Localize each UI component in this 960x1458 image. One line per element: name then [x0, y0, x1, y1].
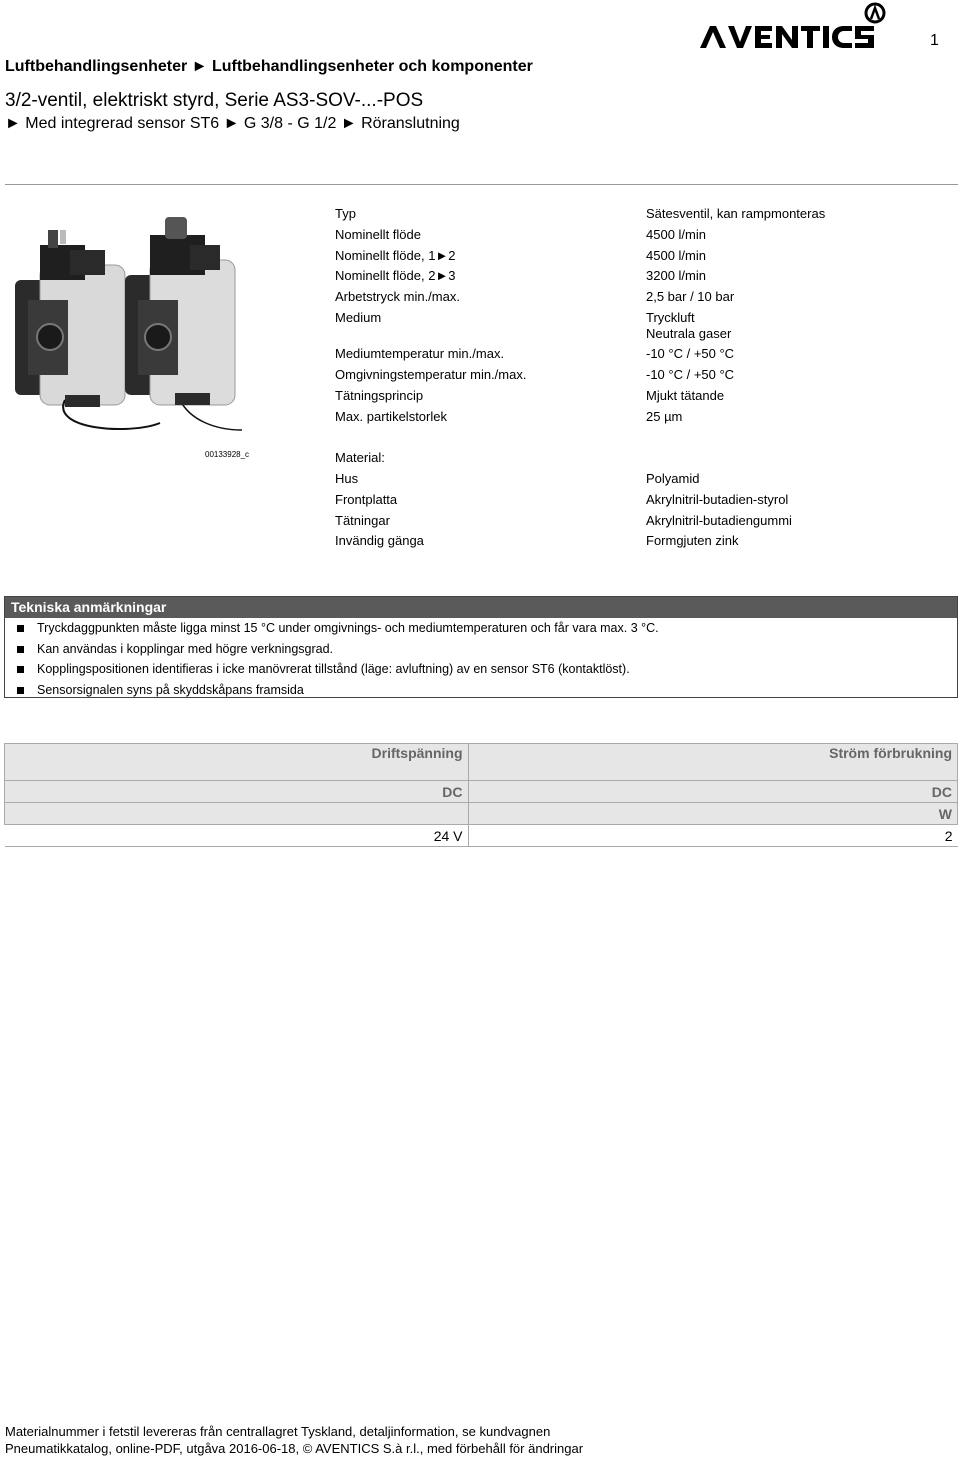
spec-label: Medium	[335, 310, 382, 325]
technical-notes-heading: Tekniska anmärkningar	[5, 597, 957, 618]
material-label: Invändig gänga	[335, 533, 424, 548]
bullet-icon	[17, 646, 24, 653]
spec-value: Sätesventil, kan rampmonteras	[646, 206, 826, 221]
cell-power: 2	[468, 825, 957, 847]
page-number: 1	[930, 32, 939, 49]
unit-power-2: W	[468, 803, 957, 825]
bullet-icon	[17, 625, 24, 632]
spec-value: 4500 l/min	[646, 227, 706, 242]
spec-value: -10 °C / +50 °C	[646, 367, 735, 382]
note-text: Sensorsignalen syns på skyddskåpans framsida	[37, 682, 304, 697]
bullet-icon	[17, 666, 24, 673]
bullet-icon	[17, 687, 24, 694]
table-unit-row	[5, 803, 958, 825]
spec-value: 3200 l/min	[646, 268, 706, 283]
spec-value: 25 µm	[646, 409, 683, 424]
spec-label: Nominellt flöde	[335, 227, 421, 242]
note-text: Kan användas i kopplingar med högre verkningsgrad.	[37, 641, 334, 656]
list-item	[17, 659, 957, 680]
footer-copyright: Pneumatikkatalog, online-PDF, utgåva 2016-06-18, © AVENTICS S.à r.l., med förbehåll för ändringar	[5, 1441, 584, 1456]
material-value: Akrylnitril-butadien-styrol	[646, 492, 789, 507]
material-label: Hus	[335, 471, 359, 486]
material-label: Frontplatta	[335, 492, 398, 507]
cell-voltage: 24 V	[5, 825, 469, 847]
material-value: Formgjuten zink	[646, 533, 739, 548]
material-label: Tätningar	[335, 513, 390, 528]
list-item	[17, 680, 957, 701]
table-header-row	[5, 744, 958, 781]
spec-value: -10 °C / +50 °C	[646, 346, 735, 361]
unit-power: DC	[468, 781, 957, 803]
header-divider	[5, 184, 958, 185]
specification-table	[4, 743, 958, 847]
spec-label: Arbetstryck min./max.	[335, 289, 460, 304]
photo-id: 00133928_c	[205, 450, 250, 459]
technical-notes-list	[5, 618, 957, 700]
product-photo	[10, 205, 245, 445]
unit-voltage: DC	[5, 781, 469, 803]
spec-label: Mediumtemperatur min./max.	[335, 346, 505, 361]
page-subtitle: ► Med integrerad sensor ST6 ► G 3/8 - G 1/2 ► Röranslutning	[5, 115, 460, 132]
col-header-power: Ström förbrukning	[468, 744, 957, 781]
material-value: Akrylnitril-butadiengummi	[646, 513, 792, 528]
spec-label: Omgivningstemperatur min./max.	[335, 367, 527, 382]
spec-label: Typ	[335, 206, 356, 221]
list-item	[17, 639, 957, 660]
unit-voltage-2	[5, 803, 469, 825]
spec-value: Neutrala gaser	[646, 326, 732, 341]
breadcrumb[interactable]: Luftbehandlingsenheter ► Luftbehandlingsenheter och komponenter	[5, 58, 533, 75]
note-text: Kopplingspositionen identifieras i icke manövrerat tillstånd (läge: avluftning) av en sensor ST6 (kontaktlöst).	[37, 662, 630, 676]
table-unit-row	[5, 781, 958, 803]
list-item	[17, 618, 957, 639]
page-title: 3/2-ventil, elektriskt styrd, Serie AS3-SOV-...-POS	[5, 90, 424, 111]
spec-label: Max. partikelstorlek	[335, 409, 447, 424]
footer-note: Materialnummer i fetstil levereras från centrallagret Tyskland, detaljinformation, se kundvagnen	[5, 1424, 551, 1439]
spec-label: Tätningsprincip	[335, 388, 424, 403]
aventics-logo	[700, 2, 886, 50]
note-text: Tryckdaggpunkten måste ligga minst 15 °C under omgivnings- och mediumtemperaturen och får vara max. 3 °C.	[37, 621, 659, 635]
valve-right-icon	[125, 217, 242, 430]
material-heading: Material:	[335, 450, 385, 465]
spec-label: Nominellt flöde, 1►2	[335, 248, 456, 263]
table-row	[5, 825, 958, 847]
spec-value: Tryckluft	[646, 310, 695, 325]
material-value: Polyamid	[646, 471, 700, 486]
spec-value: Mjukt tätande	[646, 388, 725, 403]
technical-notes	[4, 596, 958, 698]
col-header-voltage: Driftspänning	[5, 744, 469, 781]
spec-value: 4500 l/min	[646, 248, 706, 263]
spec-value: 2,5 bar / 10 bar	[646, 289, 735, 304]
spec-label: Nominellt flöde, 2►3	[335, 268, 456, 283]
